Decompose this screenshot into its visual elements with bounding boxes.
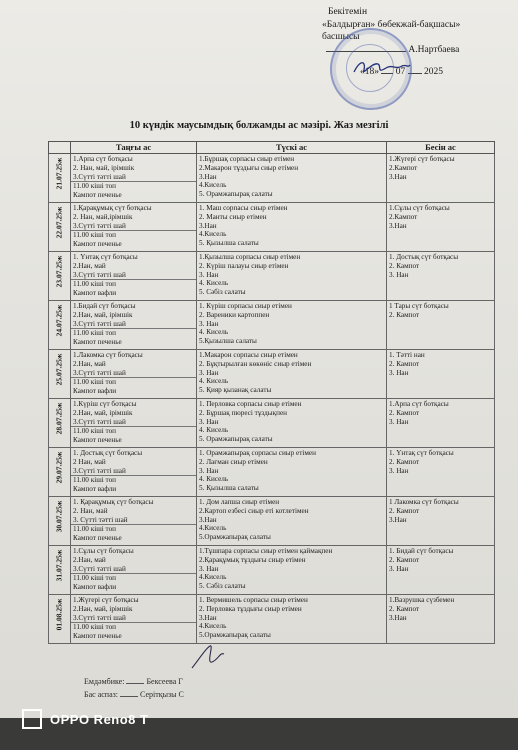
approval-line-1: Бекітемін: [328, 7, 368, 17]
second-breakfast-item: 11.00 кіші топ: [73, 231, 117, 240]
second-breakfast-item: Кампот вафли: [73, 387, 117, 396]
menu-item: 4. Кисель: [199, 475, 229, 484]
day-date: 29.07.25ж: [54, 451, 64, 483]
lunch-cell: [197, 252, 387, 301]
snack-cell: [387, 546, 495, 595]
second-breakfast-block: [71, 475, 196, 494]
menu-item: 2.Қарақұмық тұздығы сиыр етімен: [199, 555, 306, 564]
camera-watermark: [22, 706, 148, 732]
day-date-cell: [49, 399, 71, 448]
menu-item: 2. Перловка тұздығы сиыр етімен: [199, 604, 302, 613]
menu-table: [48, 141, 495, 644]
menu-item: 3.Сүтті тәтті шай: [73, 368, 126, 377]
menu-item: 1.Сұлы сүт ботқасы: [73, 547, 134, 555]
second-breakfast-item: 11.00 кіші топ: [73, 525, 117, 534]
menu-item: 1 Лакомка сүт ботқасы: [389, 498, 459, 506]
menu-item: 1. Перловка сорпасы сиыр етімен: [199, 400, 302, 408]
menu-item: 2. Кампот: [389, 359, 420, 368]
day-date: 22.07.25ж: [54, 206, 64, 238]
second-breakfast-item: Кампот печенье: [73, 191, 122, 200]
breakfast-cell: [71, 546, 197, 595]
day-date: 24.07.25ж: [54, 304, 64, 336]
menu-item: 3.Сүтті тәтті шай: [73, 613, 126, 622]
menu-item: 2. Манты сиыр етімен: [199, 212, 267, 221]
header-snack: Бесін ас: [387, 142, 495, 154]
menu-item: 2. Кампот: [389, 604, 420, 613]
nurse-label: Емдәмбике:: [84, 677, 125, 686]
menu-item: 3.Нан: [199, 613, 217, 622]
menu-item: 2. Кампот: [389, 408, 420, 417]
day-date-cell: [49, 154, 71, 203]
second-breakfast-block: [71, 622, 196, 641]
menu-item: 5. Қызылша салаты: [199, 484, 259, 493]
footer-nurse: [84, 677, 183, 686]
day-date-cell: [49, 252, 71, 301]
menu-item: 5. Қияр қызанақ салаты: [199, 386, 272, 395]
day-date: 23.07.25ж: [54, 255, 64, 287]
day-date: 01.08.25ж: [54, 598, 64, 630]
snack-cell: [387, 350, 495, 399]
menu-title: 10 күндік маусымдық болжамды ас мәзірі. Жаз мезгілі: [129, 120, 389, 131]
menu-item: 1.Арпа сүт ботқасы: [73, 155, 133, 163]
cook-name: Серітқызы С: [140, 690, 184, 699]
menu-item: 3. Нан: [389, 466, 409, 475]
menu-item: 5.Орамжапырақ салаты: [199, 631, 271, 640]
menu-item: 3.Сүтті тәтті шай: [73, 466, 126, 475]
menu-item: 1.Тұшпара сорпасы сиыр етімен қаймақпен: [199, 547, 333, 555]
menu-item: 4. Кисель: [199, 279, 229, 288]
menu-item: 1 Тары сүт ботқасы: [389, 302, 449, 310]
day-date-cell: [49, 350, 71, 399]
menu-item: 2. Кампот: [389, 555, 420, 564]
snack-cell: [387, 595, 495, 644]
menu-item: 3. Сүтті тәтті шай: [73, 515, 128, 524]
second-breakfast-block: [71, 377, 196, 396]
footer-cook: [84, 690, 184, 699]
table-header-row: [49, 142, 495, 154]
menu-item: 1. Достық сүт ботқасы: [389, 253, 459, 261]
lunch-cell: [197, 448, 387, 497]
table-row: [49, 399, 495, 448]
menu-table-body: [49, 154, 495, 644]
menu-item: 4.Кисель: [199, 622, 227, 631]
lunch-cell: [197, 595, 387, 644]
menu-item: 1. Үнтақ сүт ботқасы: [389, 449, 454, 457]
table-row: [49, 154, 495, 203]
snack-cell: [387, 154, 495, 203]
menu-item: 3.Сүтті тәтті шай: [73, 564, 126, 573]
day-date-cell: [49, 497, 71, 546]
menu-item: 2.Нан, май: [73, 555, 106, 564]
header-date: [49, 142, 71, 154]
second-breakfast-block: [71, 181, 196, 200]
lunch-cell: [197, 399, 387, 448]
table-row: [49, 595, 495, 644]
menu-item: 5. Орамжапырақ салаты: [199, 435, 273, 444]
snack-cell: [387, 252, 495, 301]
menu-item: 1. Дом лапша сиыр етімен: [199, 498, 280, 506]
breakfast-cell: [71, 350, 197, 399]
table-row: [49, 546, 495, 595]
menu-item: 3. Нан: [199, 319, 219, 328]
menu-item: 4.Кисель: [199, 230, 227, 239]
breakfast-cell: [71, 154, 197, 203]
day-date: 25.07.25ж: [54, 353, 64, 385]
lunch-cell: [197, 203, 387, 252]
day-date-cell: [49, 301, 71, 350]
breakfast-cell: [71, 301, 197, 350]
day-date-cell: [49, 595, 71, 644]
day-date-cell: [49, 448, 71, 497]
menu-item: 2. Нан, май: [73, 506, 108, 515]
menu-item: 2. Нан, май,ірімшік: [73, 212, 133, 221]
menu-item: 2.Нан, май, ірімшік: [73, 310, 133, 319]
day-date: 21.07.25ж: [54, 157, 64, 189]
menu-item: 2.Нан, май: [73, 261, 106, 270]
second-breakfast-item: Кампот вафли: [73, 289, 117, 298]
menu-item: 3.Нан: [199, 221, 217, 230]
menu-item: 3. Нан: [389, 368, 409, 377]
menu-item: 2.Картоп езбесі сиыр еті котлетімен: [199, 506, 309, 515]
menu-item: 3.Нан: [389, 613, 407, 622]
second-breakfast-item: 11.00 кіші топ: [73, 476, 117, 485]
menu-item: 1.Бұршақ сорпасы сиыр етімен: [199, 155, 295, 163]
breakfast-cell: [71, 595, 197, 644]
menu-item: 3. Нан: [389, 270, 409, 279]
second-breakfast-item: 11.00 кіші топ: [73, 378, 117, 387]
second-breakfast-item: 11.00 кіші топ: [73, 623, 117, 632]
menu-item: 3.Сүтті тәтті шай: [73, 319, 126, 328]
menu-item: 1.Лакомка сүт ботқасы: [73, 351, 143, 359]
table-row: [49, 203, 495, 252]
sign-underline: [120, 696, 138, 697]
menu-item: 1.Қызылша сорпасы сиыр етімен: [199, 253, 301, 261]
breakfast-cell: [71, 497, 197, 546]
sign-underline: [126, 683, 144, 684]
second-breakfast-block: [71, 230, 196, 249]
menu-item: 5. Сәбіз салаты: [199, 288, 246, 297]
second-breakfast-item: Кампот печенье: [73, 436, 122, 445]
menu-item: 2. Кампот: [389, 310, 420, 319]
day-date-cell: [49, 203, 71, 252]
menu-item: 2.Макарон тұздығы сиыр етімен: [199, 163, 299, 172]
menu-item: 2.Нан, май: [73, 359, 106, 368]
second-breakfast-block: [71, 279, 196, 298]
menu-item: 3.Сүтті тәтті шай: [73, 270, 126, 279]
second-breakfast-item: Кампот печенье: [73, 240, 122, 249]
day-date: 31.07.25ж: [54, 549, 64, 581]
snack-cell: [387, 448, 495, 497]
table-row: [49, 252, 495, 301]
second-breakfast-block: [71, 426, 196, 445]
menu-item: 2. Кампот: [389, 506, 420, 515]
menu-item: 5. Қызылша салаты: [199, 239, 259, 248]
menu-item: 2. Кампот: [389, 457, 420, 466]
menu-item: 3. Нан: [389, 417, 409, 426]
menu-item: 4.Кисель: [199, 573, 227, 582]
lunch-cell: [197, 497, 387, 546]
menu-item: 3.Сүтті тәтті шай: [73, 221, 126, 230]
approval-line-3: басшысы: [322, 32, 360, 42]
menu-item: 1.Арпа сүт ботқасы: [389, 400, 449, 408]
menu-item: 3.Нан: [199, 515, 217, 524]
menu-item: 1.Вазрушка сүзбемен: [389, 596, 455, 604]
nurse-name: Бексеева Г: [146, 677, 183, 686]
menu-item: 2. Бұршақ пюресі тұздықпен: [199, 408, 287, 417]
lunch-cell: [197, 154, 387, 203]
menu-item: 3.Нан: [389, 221, 407, 230]
menu-item: 4. Кисель: [199, 377, 229, 386]
second-breakfast-item: Кампот печенье: [73, 534, 122, 543]
menu-item: 4.Кисель: [199, 524, 227, 533]
menu-item: 1. Достық сүт ботқасы: [73, 449, 143, 457]
breakfast-cell: [71, 252, 197, 301]
menu-item: 5. Орамжапырақ салаты: [199, 190, 273, 199]
lunch-cell: [197, 301, 387, 350]
menu-item: 4. Кисель: [199, 328, 229, 337]
menu-item: 3.Нан: [389, 515, 407, 524]
menu-item: 1. Үнтақ сүт ботқасы: [73, 253, 138, 261]
menu-item: 3. Нан: [199, 466, 219, 475]
menu-item: 1.Макарон сорпасы сиыр етімен: [199, 351, 298, 359]
menu-item: 1.Бидай сүт ботқасы: [73, 302, 136, 310]
menu-item: 1. Орамжапырақ сорпасы сиыр етімен: [199, 449, 316, 457]
menu-item: 3.Нан: [199, 172, 217, 181]
lunch-cell: [197, 350, 387, 399]
menu-item: 4. Кисель: [199, 426, 229, 435]
camera-brand-text: OPPO Reno8 T: [50, 711, 149, 727]
menu-item: 2. Вареники картоппен: [199, 310, 270, 319]
menu-item: 1. Маш сорпасы сиыр етімен: [199, 204, 288, 212]
second-breakfast-item: Кампот печенье: [73, 632, 122, 641]
table-row: [49, 301, 495, 350]
second-breakfast-item: 11.00 кіші топ: [73, 182, 117, 191]
menu-item: 1.Жүгері сүт ботқасы: [73, 596, 139, 604]
menu-item: 3.Сүтті тәтті шай: [73, 172, 126, 181]
breakfast-cell: [71, 448, 197, 497]
second-breakfast-item: 11.00 кіші топ: [73, 329, 117, 338]
menu-item: 3. Нан: [199, 368, 219, 377]
approval-date-month: 07: [395, 67, 406, 77]
lunch-cell: [197, 546, 387, 595]
approval-date-day: «18»: [360, 67, 379, 77]
menu-item: 2. Күріш палауы сиыр етімен: [199, 261, 289, 270]
menu-item: 2.Нан, май, ірімшік: [73, 604, 133, 613]
table-row: [49, 448, 495, 497]
menu-item: 1. Тәтті нан: [389, 351, 425, 359]
header-breakfast: Таңғы ас: [71, 142, 197, 154]
day-date: 30.07.25ж: [54, 500, 64, 532]
header-lunch: Түскі ас: [197, 142, 387, 154]
camera-logo-icon: [22, 709, 42, 729]
menu-item: 2. Бұқтырылған көкөніс сиыр етімен: [199, 359, 312, 368]
director-signature: [352, 56, 412, 78]
menu-item: 5.Қызылша салаты: [199, 337, 257, 346]
menu-item: 1.Қарақұмық сүт ботқасы: [73, 204, 152, 212]
breakfast-cell: [71, 203, 197, 252]
menu-item: 4.Кисель: [199, 181, 227, 190]
menu-item: 5.Орамжапырақ салаты: [199, 533, 271, 542]
second-breakfast-item: Кампот печенье: [73, 338, 122, 347]
menu-item: 3. Нан: [199, 564, 219, 573]
snack-cell: [387, 497, 495, 546]
menu-item: 1. Күріш сорпасы сиыр етімен: [199, 302, 292, 310]
second-breakfast-item: Кампот вафли: [73, 485, 117, 494]
second-breakfast-item: 11.00 кіші топ: [73, 427, 117, 436]
menu-item: 3. Нан: [199, 417, 219, 426]
second-breakfast-item: 11.00 кіші топ: [73, 574, 117, 583]
menu-item: 5. Сәбіз салаты: [199, 582, 246, 591]
menu-item: 2. Нан, май, ірімшік: [73, 163, 135, 172]
menu-item: 2 Нан, май: [73, 457, 106, 466]
approval-line-2: «Балдырған» бөбекжай-бақшасы»: [322, 19, 461, 30]
snack-cell: [387, 203, 495, 252]
second-breakfast-block: [71, 573, 196, 592]
second-breakfast-item: Кампот вафли: [73, 583, 117, 592]
menu-item: 1.Жүгері сүт ботқасы: [389, 155, 455, 163]
menu-item: 3. Нан: [199, 270, 219, 279]
menu-item: 3.Сүтті тәтті шай: [73, 417, 126, 426]
breakfast-cell: [71, 399, 197, 448]
second-breakfast-item: 11.00 кіші топ: [73, 280, 117, 289]
menu-item: 1.Күріш сүт ботқасы: [73, 400, 137, 408]
menu-item: 1.Сұлы сүт ботқасы: [389, 204, 450, 212]
second-breakfast-block: [71, 524, 196, 543]
day-date-cell: [49, 546, 71, 595]
menu-item: 1. Қарақұмық сүт ботқасы: [73, 498, 154, 506]
snack-cell: [387, 399, 495, 448]
menu-item: 1. Бидай сүт ботқасы: [389, 547, 454, 555]
menu-item: 1. Вермишель сорпасы сиыр етімен: [199, 596, 308, 604]
nurse-signature: [188, 642, 228, 672]
menu-item: 2.Нан, май, ірімшік: [73, 408, 133, 417]
approval-date-year: 2025: [424, 67, 443, 77]
menu-item: 3.Нан: [389, 172, 407, 181]
table-row: [49, 350, 495, 399]
table-row: [49, 497, 495, 546]
approval-signer: А.Нартбаева: [408, 44, 460, 55]
menu-item: 3. Нан: [389, 564, 409, 573]
day-date: 28.07.25ж: [54, 402, 64, 434]
menu-item: 2. Кампот: [389, 261, 420, 270]
second-breakfast-block: [71, 328, 196, 347]
menu-item: 2.Кампот: [389, 163, 418, 172]
menu-item: 2. Лағман сиыр етімен: [199, 457, 268, 466]
menu-item: 2.Кампот: [389, 212, 418, 221]
snack-cell: [387, 301, 495, 350]
cook-label: Бас аспаз:: [84, 690, 119, 699]
